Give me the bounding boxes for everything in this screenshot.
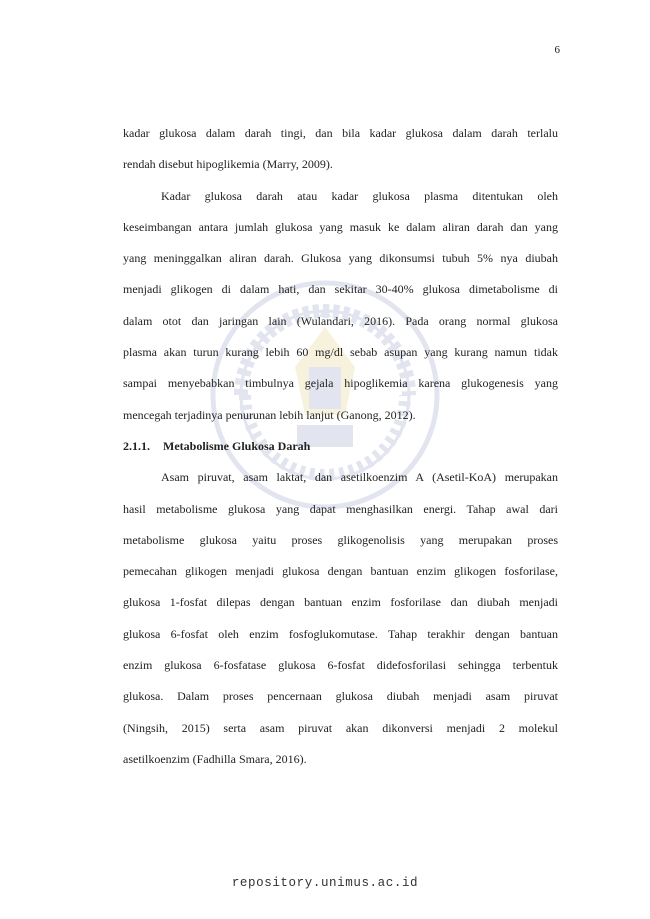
text-line: mencegah terjadinya penurunan lebih lanjut (Ganong, 2012). [123,407,416,422]
text-line: glukosa 6-fosfat oleh enzim fosfoglukomutase. Tahap terakhir dengan bantuan [123,626,558,641]
page-number: 6 [554,44,560,56]
text-line: sampai menyebabkan timbulnya gejala hipoglikemia karena glukogenesis yang [123,376,558,391]
section-title: Metabolisme Glukosa Darah [163,438,311,453]
text-line: dalam otot dan jaringan lain (Wulandari, 2016). Pada orang normal glukosa [123,313,558,328]
text-line: kadar glukosa dalam darah tingi, dan bila kadar glukosa dalam darah terlalu [123,126,558,140]
text-line: glukosa 1-fosfat dilepas dengan bantuan enzim fosforilase dan diubah menjadi [123,595,558,610]
text-line: rendah disebut hipoglikemia (Marry, 2009). [123,157,333,172]
text-line: pemecahan glikogen menjadi glukosa dengan bantuan enzim glikogen fosforilase, [123,564,558,579]
text-line: yang meninggalkan aliran darah. Glukosa yang dikonsumsi tubuh 5% nya diubah [123,251,558,266]
text-line: keseimbangan antara jumlah glukosa yang masuk ke dalam aliran darah dan yang [123,219,558,234]
text-line: enzim glukosa 6-fosfatase glukosa 6-fosfat didefosforilasi sehingga terbentuk [123,658,558,673]
section-number: 2.1.1. [123,438,150,453]
text-line: (Ningsih, 2015) serta asam piruvat akan dikonversi menjadi 2 molekul [123,720,558,735]
text-line: menjadi glikogen di dalam hati, dan sekitar 30-40% glukosa dimetabolisme di [123,282,558,297]
text-line: metabolisme glukosa yaitu proses glikogenolisis yang merupakan proses [123,532,558,547]
text-line: plasma akan turun kurang lebih 60 mg/dl sebab asupan yang kurang namun tidak [123,345,558,360]
text-line: glukosa. Dalam proses pencernaan glukosa diubah menjadi asam piruvat [123,689,558,704]
repository-footer: repository.unimus.ac.id [231,876,419,890]
text-line: hasil metabolisme glukosa yang dapat menghasilkan energi. Tahap awal dari [123,501,558,516]
text-line: Asam piruvat, asam laktat, dan asetilkoenzim A (Asetil-KoA) merupakan [161,470,558,485]
text-line: asetilkoenzim (Fadhilla Smara, 2016). [123,751,307,766]
section-heading [123,431,558,462]
body-text [123,118,558,775]
text-line: Kadar glukosa darah atau kadar glukosa plasma ditentukan oleh [161,188,558,203]
